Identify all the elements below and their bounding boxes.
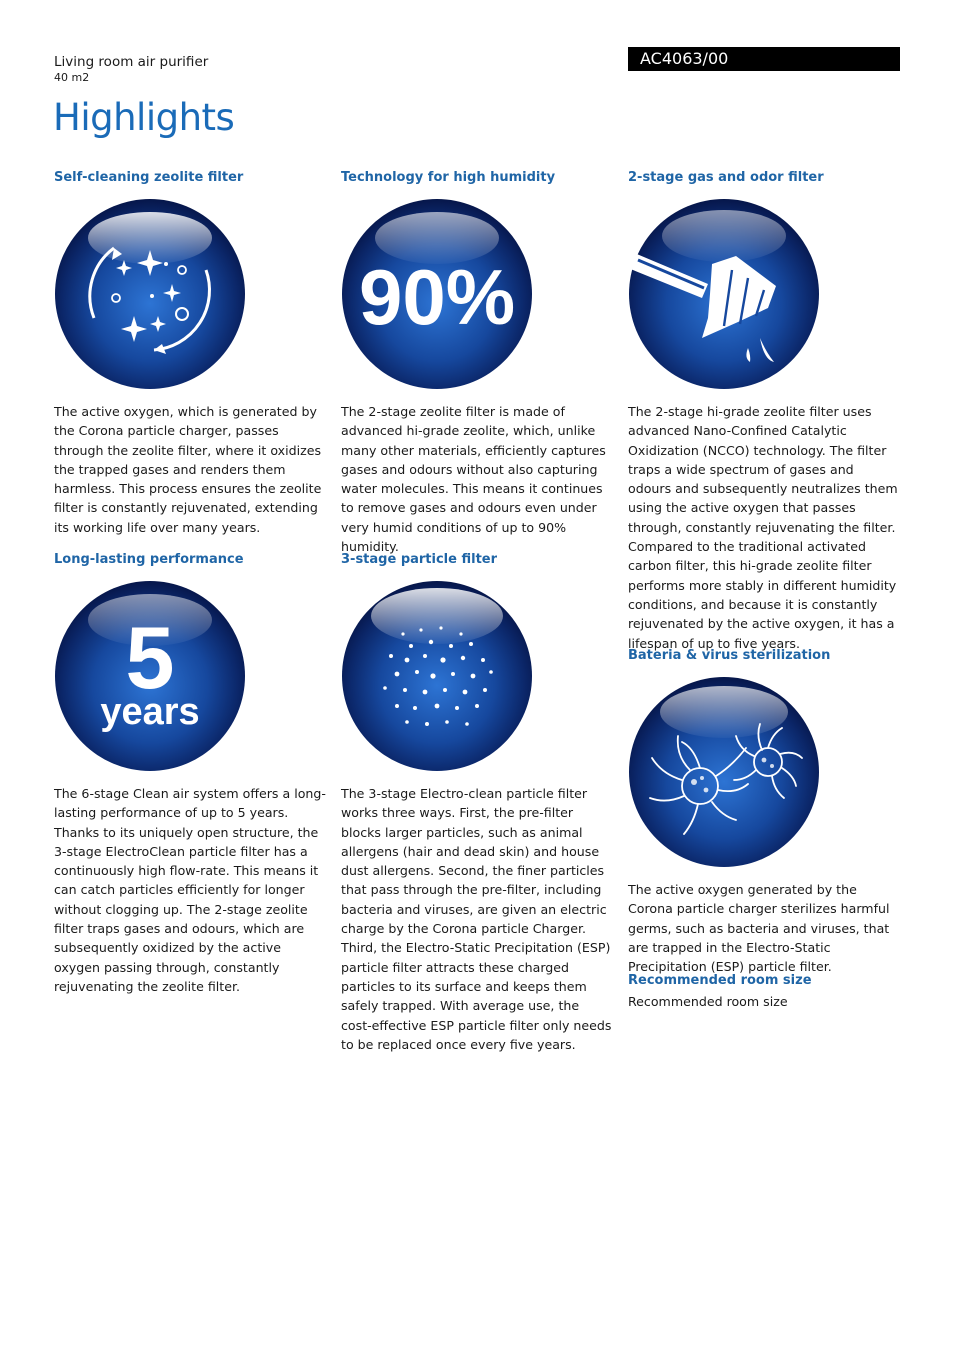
- germs-icon: [628, 676, 820, 868]
- model-badge: AC4063/00: [628, 47, 900, 71]
- section-text: Recommended room size: [628, 994, 788, 1009]
- section-room-size: [628, 973, 900, 1011]
- section-particle-filter: [341, 552, 613, 1054]
- brush-icon: [628, 198, 820, 390]
- icon-percent: 90%: [358, 253, 516, 341]
- section-heading: Technology for high humidity: [341, 170, 556, 185]
- section-self-cleaning: [54, 170, 326, 537]
- section-gas-odor: [628, 170, 900, 653]
- section-text: The 2-stage hi-grade zeolite filter uses advanced Nano-Confined Catalytic Oxidization (NCCO) technology. The filter traps a wide spectrum of gases and odours and subsequently neutralizes them using the active oxygen that passes through, constantly rejuvenating the filter. Compared to the traditional activated carbon filter, this hi-grade zeolite filter performs more stably in different humidity conditions, and because it is constantly rejuvenated by the active oxygen, it has a lifespan of up to five years.: [628, 404, 898, 651]
- section-text: The active oxygen generated by the Corona particle charger sterilizes harmful germs, such as bacteria and viruses, that are trapped in the Electro-Static Precipitation (ESP) particle filter.: [628, 882, 890, 975]
- particles-icon: [341, 580, 533, 772]
- zeolite-cycle-icon: [54, 198, 246, 390]
- section-text: The 6-stage Clean air system offers a long-lasting performance of up to 5 years. Thanks to its uniquely open structure, the 3-stage ElectroClean particle filter has a continuously high flow-rate. This means it can catch particles efficiently for longer without clogging up. The 2-stage zeolite filter traps gases and odours, which are subsequently oxidized by the active oxygen passing through, constantly rejuvenating the zeolite filter.: [54, 786, 326, 994]
- product-name: Living room air purifier: [54, 54, 209, 70]
- page-title: Highlights: [53, 96, 235, 139]
- five-years-icon: [54, 580, 246, 772]
- icon-word: years: [100, 691, 200, 733]
- product-size: 40 m2: [54, 71, 90, 84]
- humidity-90-icon: [341, 198, 533, 390]
- section-long-lasting: [54, 552, 326, 996]
- section-heading: Bateria & virus sterilization: [628, 648, 831, 663]
- section-heading: Recommended room size: [628, 973, 812, 988]
- section-high-humidity: [341, 170, 613, 556]
- section-heading: Long-lasting performance: [54, 552, 244, 567]
- section-sterilization: [628, 648, 900, 976]
- section-text: The active oxygen, which is generated by the Corona particle charger, passes through the zeolite filter, where it oxidizes the trapped gases and renders them harmless. This process ensures the zeolite filter is constantly rejuvenated, extending its working life over many years.: [54, 404, 322, 535]
- section-text: The 2-stage zeolite filter is made of advanced hi-grade zeolite, which, unlike many other materials, efficiently captures gases and odours without also capturing water molecules. This means it continues to remove gases and odours even under very humid conditions of up to 90% humidity.: [341, 404, 606, 555]
- section-text: The 3-stage Electro-clean particle filter works three ways. First, the pre-filter blocks larger particles, such as animal allergens (hair and dead skin) and house dust allergens. Second, the finer particles that pass through the pre-filter, including bacteria and viruses, are given an electric charge by the Corona particle Charger. Third, the Electro-Static Precipitation (ESP) particle filter attracts these charged particles to its surface and keeps them safely trapped. With average use, the cost-effective ESP particle filter only needs to be replaced once every five years.: [341, 786, 612, 1052]
- section-heading: Self-cleaning zeolite filter: [54, 170, 244, 185]
- section-heading: 3-stage particle filter: [341, 552, 498, 567]
- section-heading: 2-stage gas and odor filter: [628, 170, 824, 185]
- icon-number: 5: [125, 608, 175, 707]
